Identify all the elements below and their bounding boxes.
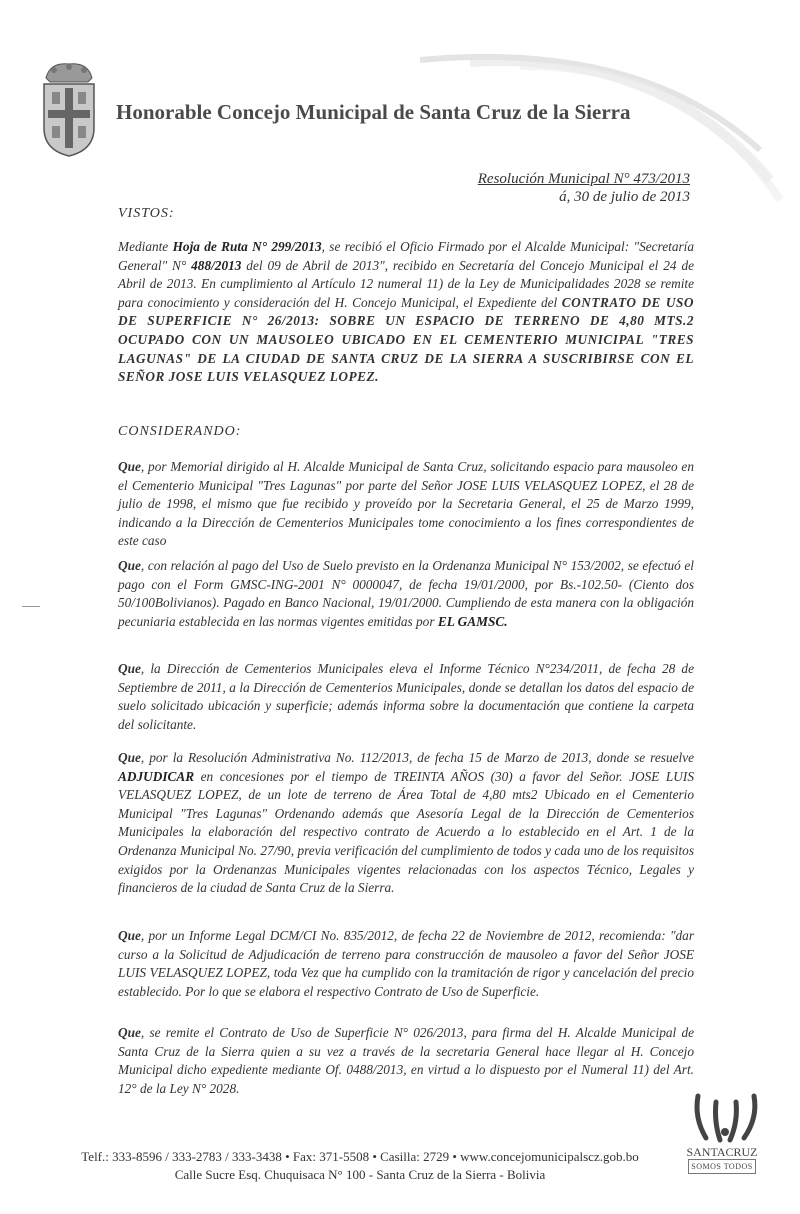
- considerando-paragraph-2: [118, 557, 694, 631]
- que-label: Que: [118, 661, 141, 676]
- que-label: Que: [118, 928, 141, 943]
- oficio-number: 488/2013: [191, 257, 242, 273]
- vistos-text-3: del 09 de Abril de 2013", recibido en Secretaría del Concejo Municipal el 24 de Abril de 2013. En cumplimiento al Artículo 12 numeral 11) de la Ley de Municipalidades 2028 se remite para conocimiento y consideración del H. Concejo Municipal, el Expediente del: [118, 257, 695, 310]
- considerando-paragraph-5: [118, 927, 694, 1001]
- footer-address-line: Calle Sucre Esq. Chuquisaca N° 100 - Santa Cruz de la Sierra - Bolivia: [174, 1167, 546, 1182]
- vistos-text-2: , se recibió el Oficio Firmado por el Alcalde Municipal: "Secretaría General" N°: [118, 239, 695, 273]
- considerando-paragraph-3: [118, 660, 694, 734]
- considerando-heading: CONSIDERANDO:: [118, 424, 242, 439]
- considerando-text-3: , la Dirección de Cementerios Municipales eleva el Informe Técnico N°234/2011, de fecha 28 de Septiembre de 2011, a la Dirección de Cementerios Municipales, donde se detallan los datos del espacio de suelo solicitado ubicación y superficie; además informa sobre la documentación que contiene la carpeta del solicitante.: [118, 661, 694, 732]
- hoja-de-ruta-number: Hoja de Ruta N° 299/2013: [172, 239, 322, 254]
- resolution-block: [478, 170, 690, 206]
- considerando-text-6: , se remite el Contrato de Uso de Superficie N° 026/2013, para firma del H. Alcalde Municipal de Santa Cruz de la Sierra quien a su vez a través de la secretaria General hace llegar al H. Concejo Municipal dicho expediente mediante Of. 0488/2013, en virtud a lo dispuesto por el Numeral 11) del Art. 12° de la Ley N° 2028.: [118, 1025, 694, 1096]
- considerando-text-2: , con relación al pago del Uso de Suelo previsto en la Ordenanza Municipal N° 153/2002, se efectuó el pago con el Form GMSC-ING-2001 N° 0000047, de fecha 19/01/2000, por Bs.-102.50- (Ciento dos 50/100Bolivianos). Pagado en Banco Nacional, 19/01/2000. Cumpliendo de esta manera con la obligación pecuniaria establecida en las normas vigentes emitidas por: [118, 558, 694, 629]
- footer-phone-line: Telf.: 333-8596 / 333-2783 / 333-3438 • Fax: 371-5508 • Casilla: 2729 • www.concejomunicipalscz.gob.bo: [81, 1149, 639, 1164]
- contract-title: CONTRATO DE USO DE SUPERFICIE N° 26/2013: SOBRE UN ESPACIO DE TERRENO DE 4,80 MTS.2 OCUPADO CON UN MAUSOLEO UBICADO EN EL CEMENTERIO MUNICIPAL "TRES LAGUNAS" DE LA CIUDAD DE SANTA CRUZ DE LA SIERRA A SUSCRIBIRSE CON EL SEÑOR JOSE LUIS VELASQUEZ LOPEZ.: [118, 294, 695, 385]
- organization-title: Honorable Concejo Municipal de Santa Cruz de la Sierra: [116, 100, 631, 124]
- considerando-text-4b: en concesiones por el tiempo de TREINTA AÑOS (30) a favor del Señor. JOSE LUIS VELASQUEZ LOPEZ, de un lote de terreno de Área Total de 4,80 mts2 Ubicado en el Cementerio Municipal "Tres Lagunas" Ordenando además que Asesoría Legal de la Dirección de Cementerios Municipales la elaboración del respectivo contrato de Acuerdo a lo establecido en el Art. 1 de la Ordenanza Municipal No. 27/90, previa verificación del cumplimiento de todos y cada uno de los requisitos exigidos por la Ordenanzas Municipales vigentes relacionadas con los aspectos Técnico, Legales y financieros de la ciudad de Santa Cruz de la Sierra.: [118, 768, 694, 896]
- logo-caption: [686, 1146, 758, 1174]
- considerando-text-4a: , por la Resolución Administrativa No. 112/2013, de fecha 15 de Marzo de 2013, donde se resuelve: [140, 750, 694, 765]
- que-label: Que: [118, 459, 141, 474]
- margin-mark: [22, 606, 40, 607]
- vistos-text-1: Mediante: [118, 239, 169, 254]
- que-label: Que: [118, 558, 141, 573]
- resolution-date: á, 30 de julio de 2013: [559, 189, 690, 205]
- municipal-crest-icon: [38, 58, 100, 158]
- que-label: Que: [118, 750, 141, 765]
- vistos-heading: VISTOS:: [118, 206, 175, 221]
- logo-line-1: SANTACRUZ: [686, 1145, 758, 1159]
- adjudicar-label: ADJUDICAR: [118, 768, 195, 784]
- footer-contact: [40, 1148, 680, 1184]
- considerando-text-1: , por Memorial dirigido al H. Alcalde Municipal de Santa Cruz, solicitando espacio para mausoleo en el Cementerio Municipal "Tres Lagunas" por parte del Señor JOSE LUIS VELASQUEZ LOPEZ, el 28 de julio de 1998, el mismo que fue recibido y proveído por la Secretaria General, el 25 de Marzo 1999, indicando a la Dirección de Cementerios Municipales tome conocimiento a los fines correspondientes de este caso: [118, 459, 694, 549]
- que-label: Que: [118, 1025, 141, 1040]
- considerando-text-5: , por un Informe Legal DCM/CI No. 835/2012, de fecha 22 de Noviembre de 2012, recomienda: "dar curso a la Solicitud de Adjudicación de terreno para construcción de mausoleo a favor del Señor JOSE LUIS VELASQUEZ LOPEZ, toda Vez que ha cumplido con la tramitación de rigor y cancelación del precio establecido. Por lo que se elabora el respectivo Contrato de Uso de Superficie.: [118, 928, 694, 999]
- considerando-paragraph-1: [118, 458, 694, 551]
- considerando-paragraph-6: [118, 1024, 694, 1098]
- gamsc-label: EL GAMSC.: [437, 613, 508, 629]
- logo-line-2: SOMOS TODOS: [688, 1159, 755, 1174]
- resolution-number: Resolución Municipal N° 473/2013: [477, 171, 690, 187]
- considerando-paragraph-4: [118, 749, 694, 898]
- vistos-paragraph: [118, 238, 694, 387]
